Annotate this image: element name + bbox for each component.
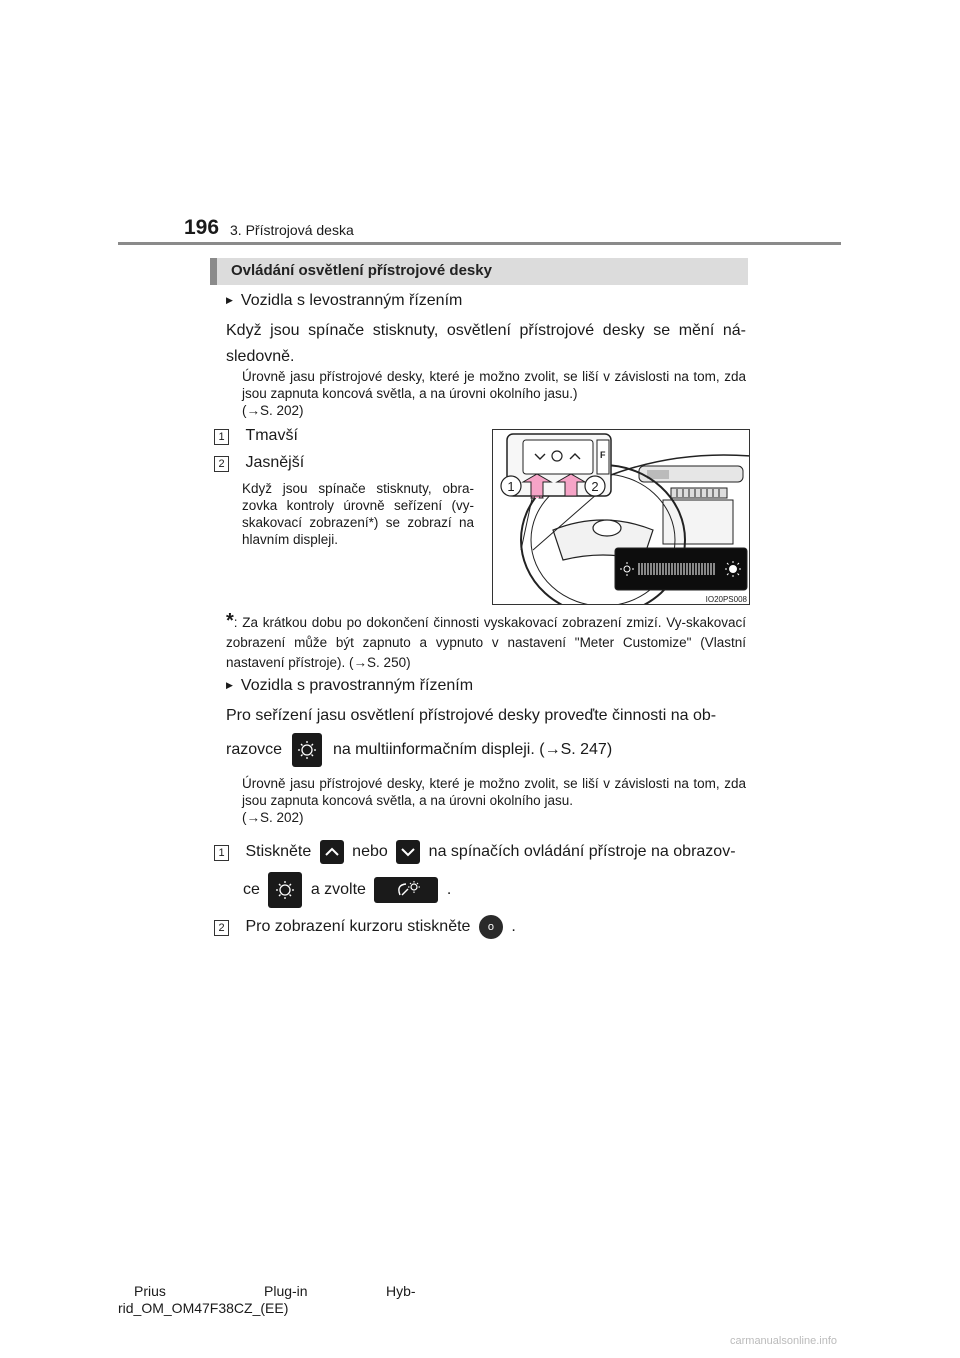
footnote-text: : Za krátkou dobu po dokončení činnosti vyskakovací zobrazení zmizí. Vy-skakovací zobrazení může být zapnuto a vypnuto v nastavení "Meter Customize" (Vlastní nastavení přístroje). (→S. 250): [226, 615, 746, 670]
step2-text-pre: Pro zobrazení kurzoru stiskněte: [245, 918, 471, 935]
step1-text-post: na spínačích ovládání přístroje na obrazov-: [428, 843, 736, 861]
rhd-text-pre: razovce: [226, 741, 283, 759]
rhd-step-2: [214, 914, 516, 940]
lhd-paragraph: Když jsou spínače stisknuty, osvětlení přístrojové desky se mění ná-sledovně.: [226, 322, 746, 365]
lhd-item-1: [214, 427, 298, 445]
item-number-badge: 2: [214, 456, 229, 472]
footer-model: Prius: [134, 1283, 166, 1299]
brightness-setting-icon: [374, 877, 438, 903]
item-label: Jasnější: [245, 454, 305, 471]
chevron-up-icon: [320, 840, 344, 864]
step1-line2-pre: ce: [243, 881, 260, 899]
rhd-paragraph-line1: Pro seřízení jasu osvětlení přístrojové desky proveďte činnosti na ob-: [226, 707, 717, 724]
settings-screen-icon: [268, 872, 302, 908]
footer: [118, 1283, 438, 1317]
steering-wheel-illustration: [493, 430, 750, 605]
lhd-note-ref: (→S. 202): [242, 403, 304, 418]
ok-button-icon: o: [479, 915, 503, 939]
lhd-item-note: Když jsou spínače stisknuty, obra-zovka kontroly úrovně seřízení (vy-skakovací zobrazení*) se zobrazí na hlavním displeji.: [242, 481, 474, 547]
figure-code: IO20PS008: [705, 595, 747, 604]
step2-text-post: .: [511, 918, 516, 935]
footnote: [226, 611, 746, 673]
item-number-badge: 1: [214, 429, 229, 445]
rhd-note-ref: (→S. 202): [242, 810, 304, 825]
step-number-badge: 1: [214, 845, 229, 861]
step1-line2-post: .: [446, 881, 452, 899]
step-number-badge: 2: [214, 920, 229, 936]
footer-variant: Plug-in: [264, 1283, 308, 1299]
figure-callout-2: 2: [591, 479, 599, 494]
instrument-panel-figure: [492, 429, 750, 605]
chevron-down-icon: [396, 840, 420, 864]
rhd-text-post: na multiinformačním displeji. (→S. 247): [332, 741, 613, 759]
item-label: Tmavší: [245, 427, 298, 444]
footer-hyb: Hyb-: [386, 1283, 416, 1299]
rhd-heading: ▶ Vozidla s pravostranným řízením: [226, 677, 473, 695]
step1-text-mid: nebo: [352, 843, 388, 861]
header-divider: [118, 242, 841, 245]
section-title: Ovládání osvětlení přístrojové desky: [231, 262, 492, 279]
rhd-step-1: [214, 840, 754, 864]
figure-label-f: F: [600, 450, 606, 460]
rhd-paragraph-line2: [226, 733, 766, 767]
rhd-note: [242, 775, 746, 826]
footnote-marker: *: [226, 610, 234, 632]
page-number: 196: [184, 216, 220, 239]
watermark: carmanualsonline.info: [730, 1335, 838, 1347]
rhd-note-text: Úrovně jasu přístrojové desky, které je možno zvolit, se liší v závislosti na tom, zda jsou zapnuta koncová světla, a na úrovni okolního jasu.: [242, 776, 746, 808]
step1-line2-mid: a zvolte: [310, 881, 366, 899]
chapter-title: 3. Přístrojová deska: [230, 222, 354, 238]
section-heading: [210, 258, 748, 285]
footer-doc-code: rid_OM_OM47F38CZ_(EE): [118, 1300, 289, 1316]
figure-callout-1: 1: [507, 479, 515, 494]
lhd-heading: ▶ Vozidla s levostranným řízením: [226, 292, 462, 310]
lhd-item-2: [214, 454, 304, 472]
lhd-note: [242, 368, 746, 419]
lhd-note-text: Úrovně jasu přístrojové desky, které je možno zvolit, se liší v závislosti na tom, zda jsou zapnuta koncová světla, a na úrovni okolního jasu.): [242, 369, 746, 401]
step1-text-pre: Stiskněte: [245, 843, 312, 861]
rhd-step-1-line2: [243, 872, 451, 908]
settings-screen-icon: [292, 733, 322, 767]
